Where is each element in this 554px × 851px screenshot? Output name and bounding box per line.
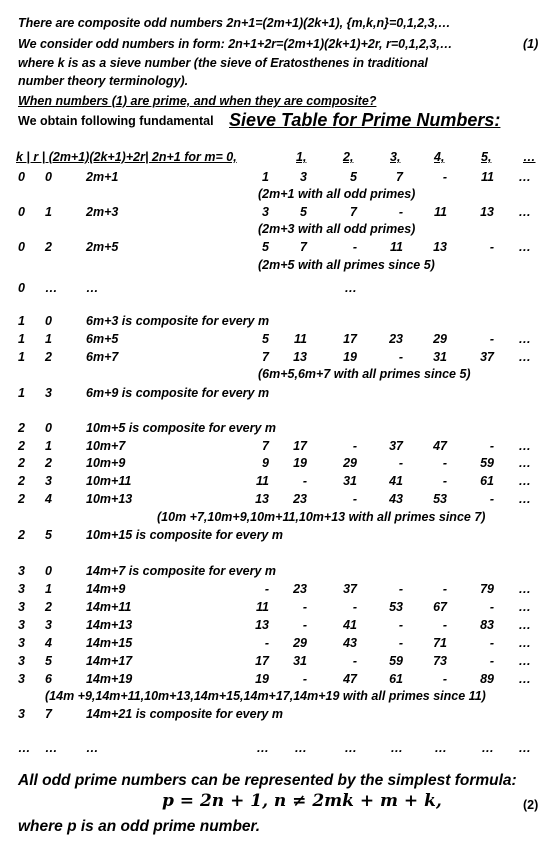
- table-cell-value: -: [302, 618, 307, 632]
- table-cell-r: …: [45, 281, 58, 295]
- footer-line-1: All odd prime numbers can be represented by the simplest formula:: [18, 772, 517, 789]
- table-cell-expression: 10m+5 is composite for every m: [86, 421, 277, 435]
- table-cell-value: -: [489, 654, 494, 668]
- table-cell-value: -: [442, 170, 447, 184]
- table-cell-value: 23: [293, 492, 307, 506]
- table-cell-r: 3: [45, 474, 52, 488]
- table-cell-expression: 6m+3 is composite for every m: [86, 314, 270, 328]
- table-header-col-6: …: [523, 150, 536, 164]
- table-cell-value: …: [256, 741, 269, 755]
- table-cell-expression: 14m+19: [86, 672, 133, 686]
- table-cell-k: 0: [18, 240, 25, 254]
- table-cell-value: 67: [433, 600, 447, 614]
- table-cell-r: 1: [45, 582, 52, 596]
- table-cell-value: …: [518, 600, 531, 614]
- table-cell-value: …: [518, 582, 531, 596]
- table-cell-r: 3: [45, 618, 52, 632]
- table-cell-r: 6: [45, 672, 52, 686]
- table-cell-value: -: [398, 636, 403, 650]
- table-cell-value: 41: [389, 474, 403, 488]
- table-cell-value: -: [398, 205, 403, 219]
- table-cell-k: 0: [18, 205, 25, 219]
- table-cell-value: 73: [433, 654, 447, 668]
- table-cell-expression: 14m+17: [86, 654, 133, 668]
- table-cell-k: 2: [18, 456, 25, 470]
- table-cell-r: 1: [45, 439, 52, 453]
- table-cell-k: 3: [18, 707, 25, 721]
- table-cell-expression: 14m+13: [86, 618, 133, 632]
- table-cell-value: 13: [480, 205, 494, 219]
- table-cell-value: -: [442, 582, 447, 596]
- table-cell-value: 53: [433, 492, 447, 506]
- table-cell-value: 59: [389, 654, 403, 668]
- table-cell-r: 0: [45, 314, 52, 328]
- table-cell-value: …: [518, 170, 531, 184]
- table-cell-value: -: [264, 582, 269, 596]
- table-cell-value: …: [518, 741, 531, 755]
- table-cell-value: -: [352, 439, 357, 453]
- table-header-col-4: 4,: [434, 150, 445, 164]
- table-cell-value: -: [442, 474, 447, 488]
- table-cell-expression: …: [86, 281, 99, 295]
- table-cell-k: 3: [18, 654, 25, 668]
- table-note: (2m+1 with all odd primes): [258, 187, 416, 201]
- table-cell-value: 13: [433, 240, 447, 254]
- table-cell-k: 3: [18, 600, 25, 614]
- table-cell-k: 1: [18, 314, 25, 328]
- table-cell-value: -: [398, 350, 403, 364]
- table-cell-value: -: [352, 600, 357, 614]
- table-cell-expression: 2m+5: [86, 240, 119, 254]
- intro-obtain: We obtain following fundamental: [18, 114, 214, 128]
- table-cell-value: 23: [389, 332, 403, 346]
- table-cell-value: …: [294, 741, 307, 755]
- table-cell-value: 79: [480, 582, 494, 596]
- table-cell-k: 3: [18, 618, 25, 632]
- table-cell-value: …: [344, 281, 357, 295]
- table-cell-value: -: [352, 240, 357, 254]
- table-cell-value: 37: [389, 439, 403, 453]
- table-cell-value: …: [518, 474, 531, 488]
- table-cell-k: 1: [18, 350, 25, 364]
- table-cell-expression: …: [86, 741, 99, 755]
- table-cell-r: 4: [45, 636, 52, 650]
- table-cell-value: 1: [262, 170, 269, 184]
- table-cell-r: 2: [45, 600, 52, 614]
- table-cell-value: 29: [433, 332, 447, 346]
- table-cell-value: -: [489, 492, 494, 506]
- table-cell-value: …: [518, 654, 531, 668]
- table-cell-value: …: [518, 672, 531, 686]
- table-cell-value: 5: [262, 332, 269, 346]
- table-cell-value: 43: [389, 492, 403, 506]
- table-cell-expression: 14m+21 is composite for every m: [86, 707, 283, 721]
- table-cell-value: …: [518, 205, 531, 219]
- table-cell-value: 3: [300, 170, 307, 184]
- table-cell-value: 9: [262, 456, 269, 470]
- table-cell-r: 2: [45, 240, 52, 254]
- table-cell-value: …: [344, 741, 357, 755]
- table-cell-value: 19: [343, 350, 357, 364]
- intro-line-3: where k is as a sieve number (the sieve of Eratosthenes in traditional: [18, 56, 428, 70]
- table-cell-value: 41: [343, 618, 357, 632]
- table-cell-value: -: [398, 456, 403, 470]
- table-cell-value: 11: [256, 474, 269, 488]
- table-cell-value: -: [398, 618, 403, 632]
- table-cell-value: …: [390, 741, 403, 755]
- table-cell-value: -: [302, 600, 307, 614]
- table-cell-value: 37: [480, 350, 494, 364]
- table-cell-value: -: [302, 672, 307, 686]
- table-cell-expression: 14m+15: [86, 636, 133, 650]
- table-cell-value: 3: [262, 205, 269, 219]
- table-cell-value: 7: [262, 439, 269, 453]
- table-cell-value: -: [442, 456, 447, 470]
- table-cell-r: 2: [45, 456, 52, 470]
- table-cell-expression: 10m+11: [86, 474, 132, 488]
- table-cell-expression: 10m+9: [86, 456, 126, 470]
- table-cell-value: …: [434, 741, 447, 755]
- table-note: (6m+5,6m+7 with all primes since 5): [258, 367, 471, 381]
- table-cell-r: 1: [45, 205, 52, 219]
- table-cell-expression: 2m+3: [86, 205, 119, 219]
- table-cell-k: 3: [18, 672, 25, 686]
- table-cell-r: 5: [45, 528, 52, 542]
- table-cell-expression: 10m+13: [86, 492, 133, 506]
- table-cell-expression: 6m+9 is composite for every m: [86, 386, 270, 400]
- table-cell-expression: 10m+7: [86, 439, 126, 453]
- table-cell-value: 31: [433, 350, 447, 364]
- table-header-col-2: 2,: [343, 150, 354, 164]
- intro-line-4: number theory terminology).: [18, 74, 189, 88]
- table-cell-value: 7: [300, 240, 307, 254]
- table-cell-k: 3: [18, 564, 25, 578]
- table-note: (2m+5 with all primes since 5): [258, 258, 435, 272]
- table-note: (14m +9,14m+11,10m+13,14m+15,14m+17,14m+19 with all primes since 11): [45, 689, 486, 703]
- table-cell-expression: 14m+11: [86, 600, 132, 614]
- table-cell-value: 89: [480, 672, 494, 686]
- equation-1-label: (1): [523, 37, 539, 51]
- table-cell-expression: 6m+5: [86, 332, 119, 346]
- table-cell-r: 0: [45, 421, 52, 435]
- table-cell-value: -: [352, 492, 357, 506]
- table-cell-value: …: [518, 456, 531, 470]
- table-cell-value: …: [518, 618, 531, 632]
- table-cell-k: …: [18, 741, 31, 755]
- table-cell-value: -: [489, 332, 494, 346]
- table-cell-value: …: [518, 350, 531, 364]
- table-cell-k: 2: [18, 439, 25, 453]
- table-cell-value: 47: [433, 439, 447, 453]
- table-cell-value: 17: [293, 439, 307, 453]
- table-cell-value: 59: [480, 456, 494, 470]
- table-cell-k: 2: [18, 421, 25, 435]
- table-cell-value: …: [518, 492, 531, 506]
- table-cell-value: -: [489, 600, 494, 614]
- table-cell-value: 5: [350, 170, 357, 184]
- table-cell-value: 11: [390, 240, 403, 254]
- table-cell-value: 13: [255, 492, 269, 506]
- table-cell-value: 5: [300, 205, 307, 219]
- table-cell-expression: 10m+15 is composite for every m: [86, 528, 283, 542]
- table-cell-value: 61: [389, 672, 403, 686]
- table-cell-value: 11: [256, 600, 269, 614]
- table-cell-k: 2: [18, 528, 25, 542]
- table-cell-value: -: [489, 240, 494, 254]
- table-cell-r: 4: [45, 492, 52, 506]
- table-cell-k: 3: [18, 582, 25, 596]
- table-cell-value: 29: [343, 456, 357, 470]
- table-cell-r: 5: [45, 654, 52, 668]
- table-cell-value: 11: [434, 205, 447, 219]
- table-cell-value: 7: [350, 205, 357, 219]
- table-cell-value: 83: [480, 618, 494, 632]
- table-cell-value: -: [398, 582, 403, 596]
- table-cell-expression: 2m+1: [86, 170, 119, 184]
- footer-line-2: where p is an odd prime number.: [18, 818, 261, 835]
- table-cell-value: -: [302, 474, 307, 488]
- table-cell-value: …: [518, 636, 531, 650]
- table-cell-k: 1: [18, 332, 25, 346]
- intro-question: When numbers (1) are prime, and when they are composite?: [18, 94, 377, 108]
- table-cell-expression: 6m+7: [86, 350, 119, 364]
- table-cell-value: -: [442, 672, 447, 686]
- table-cell-expression: 14m+7 is composite for every m: [86, 564, 277, 578]
- table-cell-value: 31: [343, 474, 357, 488]
- table-header-left: k | r | (2m+1)(2k+1)+2r| 2n+1 for m= 0,: [16, 150, 237, 164]
- table-cell-value: 31: [293, 654, 307, 668]
- table-cell-k: 0: [18, 281, 25, 295]
- table-cell-value: …: [481, 741, 494, 755]
- table-note: (2m+3 with all odd primes): [258, 222, 416, 236]
- table-cell-r: 3: [45, 386, 52, 400]
- table-cell-r: 0: [45, 564, 52, 578]
- table-title: Sieve Table for Prime Numbers:: [229, 110, 501, 130]
- table-cell-value: -: [442, 618, 447, 632]
- table-cell-k: 2: [18, 474, 25, 488]
- table-header-col-1: 1,: [296, 150, 307, 164]
- table-cell-value: …: [518, 240, 531, 254]
- table-cell-k: 3: [18, 636, 25, 650]
- table-header-col-3: 3,: [390, 150, 401, 164]
- table-cell-r: 7: [45, 707, 52, 721]
- table-cell-value: 23: [293, 582, 307, 596]
- table-cell-value: 7: [262, 350, 269, 364]
- table-note: (10m +7,10m+9,10m+11,10m+13 with all primes since 7): [157, 510, 486, 524]
- table-cell-value: 13: [255, 618, 269, 632]
- table-cell-value: -: [489, 636, 494, 650]
- table-cell-expression: 14m+9: [86, 582, 126, 596]
- table-cell-r: …: [45, 741, 58, 755]
- table-cell-value: …: [518, 332, 531, 346]
- intro-line-2: We consider odd numbers in form: 2n+1+2r=(2m+1)(2k+1)+2r, r=0,1,2,3,…: [18, 37, 453, 51]
- table-cell-value: 13: [293, 350, 307, 364]
- table-cell-value: 7: [396, 170, 403, 184]
- table-cell-value: 11: [481, 170, 494, 184]
- table-cell-r: 1: [45, 332, 52, 346]
- table-cell-value: 47: [343, 672, 357, 686]
- intro-line-1: There are composite odd numbers 2n+1=(2m+1)(2k+1), {m,k,n}=0,1,2,3,…: [18, 16, 451, 30]
- table-cell-value: 53: [389, 600, 403, 614]
- table-cell-value: 11: [294, 332, 307, 346]
- table-cell-k: 2: [18, 492, 25, 506]
- table-cell-value: -: [264, 636, 269, 650]
- table-cell-value: 71: [433, 636, 447, 650]
- table-cell-value: -: [352, 654, 357, 668]
- table-cell-value: 37: [343, 582, 357, 596]
- table-cell-value: 5: [262, 240, 269, 254]
- table-cell-value: 19: [255, 672, 269, 686]
- table-cell-value: -: [489, 439, 494, 453]
- table-cell-value: 17: [343, 332, 357, 346]
- table-cell-value: …: [518, 439, 531, 453]
- table-cell-value: 43: [343, 636, 357, 650]
- table-cell-value: 29: [293, 636, 307, 650]
- table-cell-value: 61: [480, 474, 494, 488]
- table-cell-value: 17: [255, 654, 269, 668]
- table-header-col-5: 5,: [481, 150, 492, 164]
- table-cell-k: 1: [18, 386, 25, 400]
- table-cell-r: 2: [45, 350, 52, 364]
- prime-formula: p = 2n + 1, n ≠ 2mk + m + k,: [162, 791, 442, 811]
- table-cell-r: 0: [45, 170, 52, 184]
- equation-2-label: (2): [523, 798, 539, 812]
- table-cell-k: 0: [18, 170, 25, 184]
- table-cell-value: 19: [293, 456, 307, 470]
